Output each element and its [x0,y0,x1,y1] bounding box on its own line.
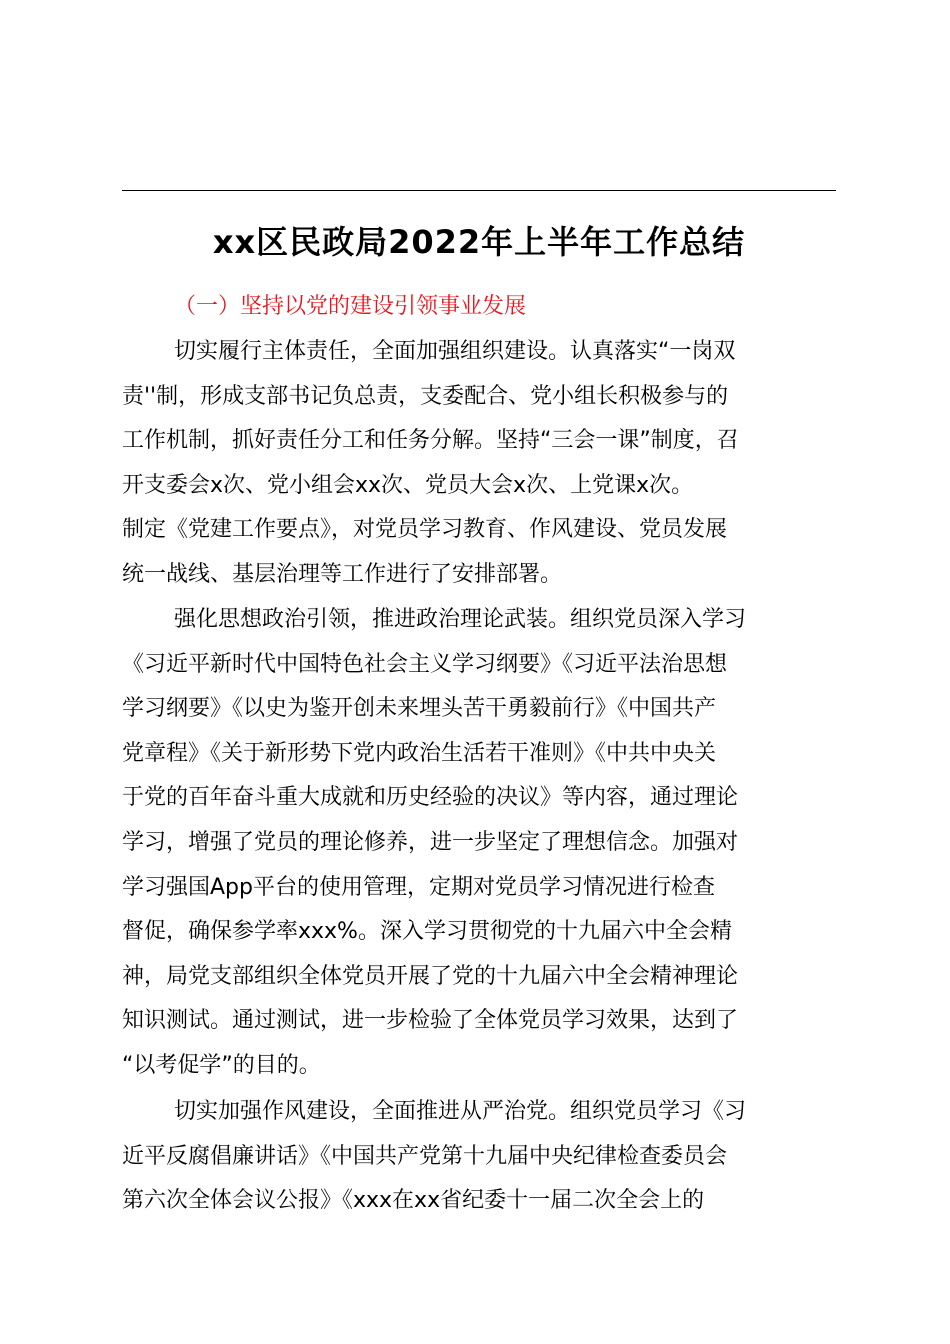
paragraph-line: 责''制，形成支部书记负总责，支委配合、党小组长积极参与的 [122,383,729,409]
paragraph-line: 学习，增强了党员的理论修养，进一步坚定了理想信念。加强对 [122,829,739,855]
paragraph-line: 统一战线、基层治理等工作进行了安排部署。 [122,561,563,587]
paragraph-line: 制定《党建工作要点》，对党员学习教育、作风建设、党员发展 [122,517,728,543]
paragraph-organization [122,330,842,598]
paragraph-line: 党章程》《关于新形势下党内政治生活若干准则》《中共中央关 [122,740,717,766]
paragraph-line: 切实加强作风建设，全面推进从严治党。组织党员学习《习 [174,1099,747,1124]
paragraph-line: 知识测试。通过测试，进一步检验了全体党员学习效果，达到了 [122,1008,739,1034]
paragraph-line: 《习近平新时代中国特色社会主义学习纲要》《习近平法治思想 [122,651,728,677]
document-title: xx区民政局2022年上半年工作总结 [212,223,746,261]
header-rule [122,190,836,191]
paragraph-line: 开支委会x次、党小组会xx次、党员大会x次、上党课x次。 [122,472,694,498]
paragraph-line: 学习纲要》《以史为鉴开创未来埋头苦干勇毅前行》《中国共产 [122,696,717,722]
paragraph-line: 工作机制，抓好责任分工和任务分解。坚持“三会一课”制度，召 [122,428,739,454]
paragraph-line: 学习强国App平台的使用管理，定期对党员学习情况进行检查 [122,874,715,900]
paragraph-line: “以考促学”的目的。 [122,1052,321,1078]
paragraph-discipline [122,1090,842,1224]
paragraph-line: 于党的百年奋斗重大成就和历史经验的决议》等内容，通过理论 [122,785,739,811]
section-heading: （一）坚持以党的建设引领事业发展 [174,294,527,319]
paragraph-ideology [122,598,842,1089]
paragraph-line: 第六次全体会议公报》《xxx在xx省纪委十一届二次全会上的 [122,1188,705,1214]
paragraph-line: 强化思想政治引领，推进政治理论武装。组织党员深入学习 [174,607,747,632]
paragraph-line: 神，局党支部组织全体党员开展了党的十九届六中全会精神理论 [122,963,739,989]
paragraph-line: 切实履行主体责任，全面加强组织建设。认真落实“一岗双 [174,339,736,364]
paragraph-line: 近平反腐倡廉讲话》《中国共产党第十九届中央纪律检查委员会 [122,1143,728,1169]
paragraph-line: 督促，确保参学率xxx%。深入学习贯彻党的十九届六中全会精 [122,919,732,945]
